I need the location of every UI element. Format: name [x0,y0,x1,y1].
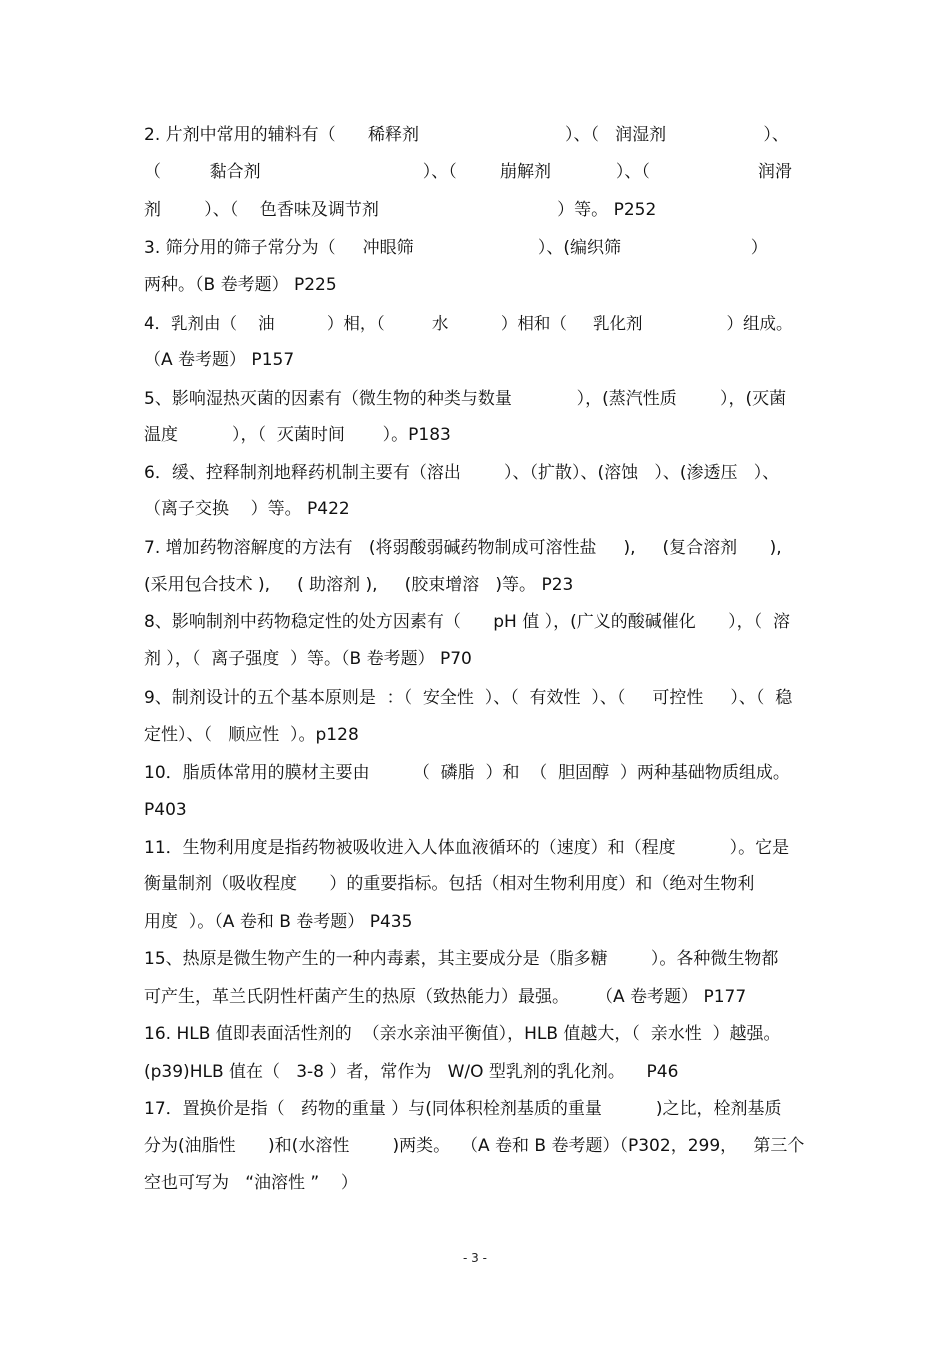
text-line: （离子交换 ）等。 P422 [144,499,350,519]
text-line: 15、热原是微生物产生的一种内毒素，其主要成分是（脂多糖 ）。各种微生物都 [144,949,779,969]
text-line: 17．置换价是指（ 药物的重量 ）与(同体积栓剂基质的重量 )之比，栓剂基质 [144,1099,782,1119]
text-line: 11．生物利用度是指药物被吸收进入人体血液循环的（速度）和（程度 ）。它是 [144,838,790,858]
text-line: 7. 增加药物溶解度的方法有 (将弱酸弱碱药物制成可溶性盐 ), (复合溶剂 ), [144,538,782,558]
text-line: 剂 ），（ 离子强度 ）等。（B 卷考题） P70 [144,649,472,669]
text-line: 8、影响制剂中药物稳定性的处方因素有（ pH 值 ），(广义的酸碱催化 ），（ 溶 [144,612,790,632]
text-line: 可产生，革兰氏阴性杆菌产生的热原（致热能力）最强。 （A 卷考题） P177 [144,987,747,1007]
text-line: 10．脂质体常用的膜材主要由 （ 磷脂 ）和 （ 胆固醇 ）两种基础物质组成。 [144,763,790,783]
text-line: P403 [144,800,187,820]
text-line: 6．缓、控释制剂地释药机制主要有（溶出 ）、（扩散）、(溶蚀 ）、(渗透压 ）、 [144,463,780,483]
text-line: 温度 ），（ 灭菌时间 ）。P183 [144,425,451,445]
text-line: 9、制剂设计的五个基本原则是 ：（ 安全性 ）、（ 有效性 ）、（ 可控性 ）、（ 稳 [144,688,793,708]
text-line: 衡量制剂（吸收程度 ）的重要指标。包括（相对生物利用度）和（绝对生物利 [144,874,755,894]
text-line: 3. 筛分用的筛子常分为（ 冲眼筛 ）、(编织筛 ） [144,238,768,258]
text-line: (采用包合技术 ), ( 助溶剂 ), (胶束增溶 )等。 P23 [144,575,574,595]
page-number: - 3 - [463,1251,487,1265]
text-line: 定性）、（ 顺应性 ）。p128 [144,725,359,745]
text-line: 5、影响湿热灭菌的因素有（微生物的种类与数量 ），(蒸汽性质 ），(灭菌 [144,389,787,409]
text-line: (p39)HLB 值在（ 3-8 ）者，常作为 W/O 型乳剂的乳化剂。 P46 [144,1062,679,1082]
text-line: 两种。（B 卷考题） P225 [144,275,337,295]
text-line: 用度 ）。（A 卷和 B 卷考题） P435 [144,912,413,932]
text-line: （A 卷考题） P157 [144,350,295,370]
text-line: 16. HLB 值即表面活性剂的 （亲水亲油平衡值），HLB 值越大，（ 亲水性 ）越强。 [144,1024,781,1044]
text-line: 2. 片剂中常用的辅料有（ 稀释剂 ）、（ 润湿剂 ）、 [144,125,789,145]
text-line: 4．乳剂由（ 油 ）相，（ 水 ）相和（ 乳化剂 ）组成。 [144,314,793,333]
text-line: 空也可写为 “油溶性 ” ） [144,1173,358,1193]
text-line: 剂 ）、（ 色香味及调节剂 ）等。 P252 [144,200,657,220]
text-line: 分为(油脂性 )和(水溶性 )两类。 （A 卷和 B 卷考题）（P302，299， 第三个 [144,1136,805,1156]
text-line: （ 黏合剂 ）、（ 崩解剂 ）、（ 润滑 [144,162,792,182]
